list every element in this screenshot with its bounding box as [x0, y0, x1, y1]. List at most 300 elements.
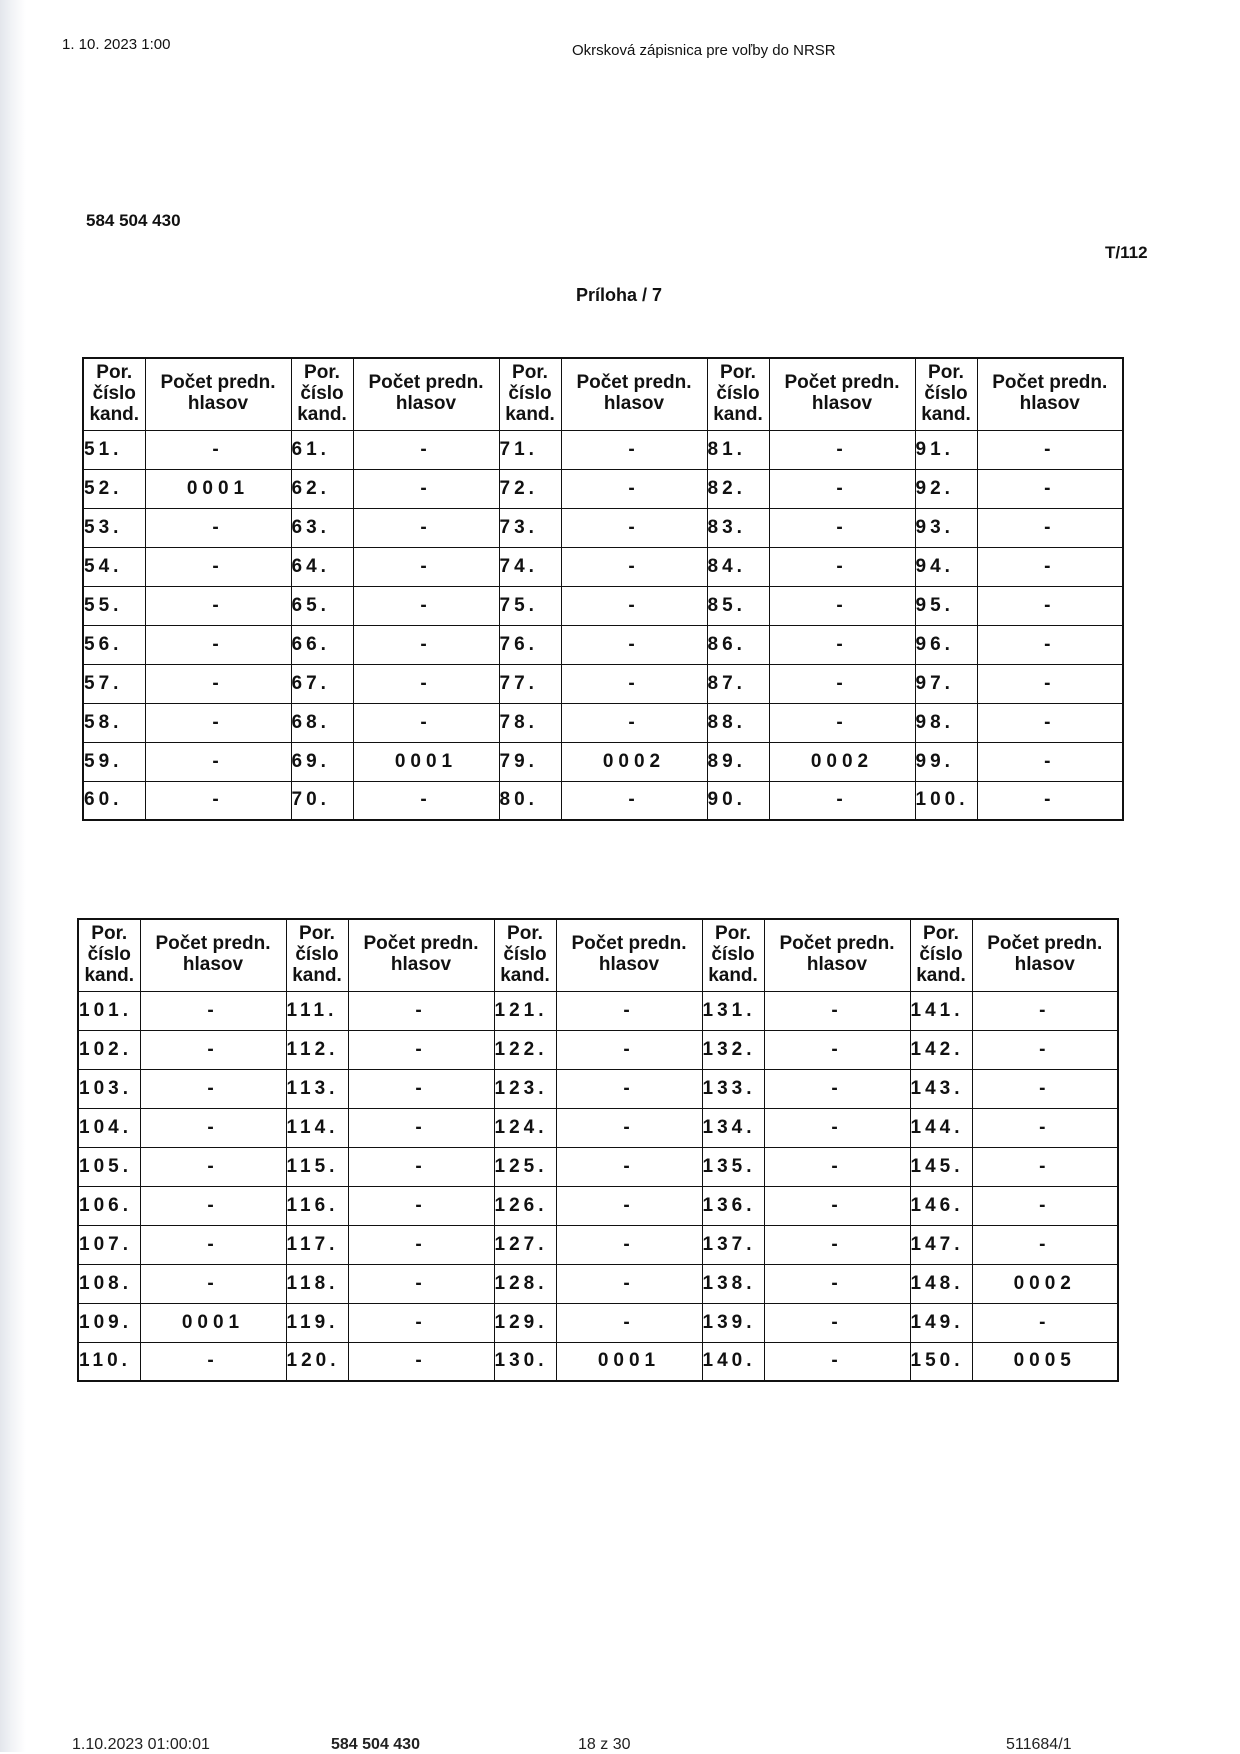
vote-count: - — [561, 508, 707, 547]
candidate-number: 94. — [915, 547, 977, 586]
vote-count: - — [353, 469, 499, 508]
table-row — [83, 742, 1123, 781]
vote-count: - — [145, 781, 291, 820]
candidate-number: 77. — [499, 664, 561, 703]
candidate-number: 128. — [494, 1264, 556, 1303]
candidate-number: 68. — [291, 703, 353, 742]
vote-count: - — [561, 547, 707, 586]
vote-count: 0002 — [769, 742, 915, 781]
vote-count: - — [353, 430, 499, 469]
vote-count: - — [353, 781, 499, 820]
vote-count: - — [353, 508, 499, 547]
vote-count: - — [561, 625, 707, 664]
candidate-number: 89. — [707, 742, 769, 781]
header-line: Por. — [720, 361, 756, 383]
vote-count: 0001 — [145, 469, 291, 508]
candidate-number-header — [286, 919, 348, 991]
header-line: Por. — [512, 361, 548, 383]
header-line: hlasov — [395, 393, 457, 415]
table-row — [83, 625, 1123, 664]
vote-count: - — [769, 469, 915, 508]
header-line: Počet predn. — [987, 933, 1103, 955]
header-line: kand. — [292, 964, 342, 986]
vote-count: - — [556, 1147, 702, 1186]
candidate-number: 52. — [83, 469, 145, 508]
candidate-number: 120. — [286, 1342, 348, 1381]
header-line: číslo — [711, 943, 755, 965]
candidate-number: 63. — [291, 508, 353, 547]
candidate-number: 111. — [286, 991, 348, 1030]
table-row — [83, 703, 1123, 742]
header-line: kand. — [713, 403, 763, 425]
vote-count: - — [977, 586, 1123, 625]
header-line: kand. — [921, 403, 971, 425]
vote-count: - — [977, 430, 1123, 469]
vote-count: - — [556, 1303, 702, 1342]
vote-count: - — [764, 1147, 910, 1186]
vote-count: - — [764, 1264, 910, 1303]
table-row — [78, 1147, 1118, 1186]
header-line: číslo — [924, 382, 968, 404]
candidate-number-header — [83, 358, 145, 430]
table-row — [83, 469, 1123, 508]
vote-count: - — [348, 1225, 494, 1264]
candidate-number: 109. — [78, 1303, 140, 1342]
header-line: Počet predn. — [784, 372, 900, 394]
candidate-number: 138. — [702, 1264, 764, 1303]
candidate-number: 54. — [83, 547, 145, 586]
candidate-number: 81. — [707, 430, 769, 469]
candidate-number: 104. — [78, 1108, 140, 1147]
vote-count: - — [764, 991, 910, 1030]
header-line: hlasov — [390, 954, 452, 976]
header-line: kand. — [297, 403, 347, 425]
candidate-number: 82. — [707, 469, 769, 508]
candidate-number: 86. — [707, 625, 769, 664]
table-row — [78, 1069, 1118, 1108]
candidate-number: 101. — [78, 991, 140, 1030]
vote-count: 0005 — [972, 1342, 1118, 1381]
vote-count: - — [348, 1147, 494, 1186]
candidate-number-header — [910, 919, 972, 991]
candidate-number: 87. — [707, 664, 769, 703]
candidate-number: 74. — [499, 547, 561, 586]
candidate-number-header — [291, 358, 353, 430]
preferential-votes-header — [140, 919, 286, 991]
vote-count: - — [769, 664, 915, 703]
vote-count: - — [769, 430, 915, 469]
votes-table-2 — [77, 918, 1119, 1382]
candidate-number: 75. — [499, 586, 561, 625]
vote-count: - — [972, 1186, 1118, 1225]
candidate-number: 112. — [286, 1030, 348, 1069]
vote-count: 0001 — [140, 1303, 286, 1342]
vote-count: - — [977, 508, 1123, 547]
candidate-number: 127. — [494, 1225, 556, 1264]
vote-count: - — [972, 1303, 1118, 1342]
vote-count: - — [764, 1303, 910, 1342]
vote-count: - — [140, 1108, 286, 1147]
header-line: Por. — [507, 922, 543, 944]
vote-count: - — [561, 781, 707, 820]
table-row — [83, 547, 1123, 586]
vote-count: 0002 — [561, 742, 707, 781]
header-line: Por. — [96, 361, 133, 383]
vote-count: - — [140, 1147, 286, 1186]
vote-count: - — [972, 1225, 1118, 1264]
candidate-number: 114. — [286, 1108, 348, 1147]
candidate-number: 125. — [494, 1147, 556, 1186]
candidate-number: 95. — [915, 586, 977, 625]
vote-count: - — [769, 625, 915, 664]
candidate-number: 79. — [499, 742, 561, 781]
candidate-number: 123. — [494, 1069, 556, 1108]
candidate-number: 100. — [915, 781, 977, 820]
header-line: hlasov — [1014, 954, 1075, 976]
preferential-votes-header — [145, 358, 291, 430]
header-line: číslo — [300, 382, 344, 404]
candidate-number: 146. — [910, 1186, 972, 1225]
vote-count: - — [561, 430, 707, 469]
vote-count: - — [556, 1108, 702, 1147]
header-line: hlasov — [603, 393, 665, 415]
vote-count: - — [977, 703, 1123, 742]
form-code: T/112 — [1105, 243, 1148, 262]
header-line: hlasov — [806, 954, 868, 976]
table-row — [78, 1264, 1118, 1303]
candidate-number: 97. — [915, 664, 977, 703]
candidate-number: 121. — [494, 991, 556, 1030]
vote-count: - — [348, 1303, 494, 1342]
vote-count: - — [977, 547, 1123, 586]
candidate-number: 136. — [702, 1186, 764, 1225]
candidate-number: 132. — [702, 1030, 764, 1069]
table-row — [83, 664, 1123, 703]
vote-count: - — [145, 547, 291, 586]
candidate-number: 126. — [494, 1186, 556, 1225]
table-row — [78, 1108, 1118, 1147]
preferential-votes-header — [561, 358, 707, 430]
vote-count: - — [353, 664, 499, 703]
header-line: číslo — [716, 382, 760, 404]
preferential-votes-header — [972, 919, 1118, 991]
candidate-number: 96. — [915, 625, 977, 664]
candidate-number-header — [702, 919, 764, 991]
candidate-number: 72. — [499, 469, 561, 508]
candidate-number: 110. — [78, 1342, 140, 1381]
vote-count: - — [353, 586, 499, 625]
vote-count: - — [977, 625, 1123, 664]
vote-count: - — [972, 1030, 1118, 1069]
candidate-number-header — [78, 919, 140, 991]
vote-count: - — [764, 1108, 910, 1147]
vote-count: - — [353, 625, 499, 664]
header-line: kand. — [89, 403, 140, 425]
header-title: Okrsková zápisnica pre voľby do NRSR — [572, 42, 836, 59]
header-line: Počet predn. — [155, 933, 271, 955]
vote-count: - — [140, 991, 286, 1030]
candidate-number: 76. — [499, 625, 561, 664]
preferential-votes-header — [348, 919, 494, 991]
footer-code: 511684/1 — [1006, 1736, 1072, 1753]
preferential-votes-header — [764, 919, 910, 991]
candidate-number-header — [499, 358, 561, 430]
table-row — [83, 508, 1123, 547]
candidate-number: 62. — [291, 469, 353, 508]
candidate-number: 139. — [702, 1303, 764, 1342]
candidate-number: 143. — [910, 1069, 972, 1108]
candidate-number-header — [915, 358, 977, 430]
candidate-number: 51. — [83, 430, 145, 469]
table-row — [83, 586, 1123, 625]
vote-count: - — [561, 703, 707, 742]
candidate-number: 129. — [494, 1303, 556, 1342]
vote-count: - — [972, 1108, 1118, 1147]
table-row — [83, 430, 1123, 469]
candidate-number: 65. — [291, 586, 353, 625]
vote-count: - — [145, 703, 291, 742]
vote-count: - — [145, 586, 291, 625]
vote-count: - — [764, 1225, 910, 1264]
candidate-number: 149. — [910, 1303, 972, 1342]
candidate-number: 131. — [702, 991, 764, 1030]
candidate-number: 140. — [702, 1342, 764, 1381]
candidate-number: 133. — [702, 1069, 764, 1108]
vote-count: 0001 — [556, 1342, 702, 1381]
candidate-number: 60. — [83, 781, 145, 820]
vote-count: - — [972, 1069, 1118, 1108]
vote-count: - — [145, 742, 291, 781]
candidate-number: 57. — [83, 664, 145, 703]
vote-count: - — [764, 1342, 910, 1381]
candidate-number: 64. — [291, 547, 353, 586]
vote-count: - — [764, 1186, 910, 1225]
header-line: hlasov — [811, 393, 873, 415]
vote-count: - — [348, 991, 494, 1030]
vote-count: - — [977, 742, 1123, 781]
scan-edge-shading — [0, 0, 26, 1752]
vote-count: - — [348, 1069, 494, 1108]
table-row — [78, 1186, 1118, 1225]
header-line: číslo — [295, 943, 339, 965]
vote-count: - — [348, 1342, 494, 1381]
candidate-number: 93. — [915, 508, 977, 547]
header-line: Por. — [91, 922, 128, 944]
header-datetime: 1. 10. 2023 1:00 — [62, 36, 171, 53]
candidate-number: 117. — [286, 1225, 348, 1264]
candidate-number: 98. — [915, 703, 977, 742]
candidate-number: 105. — [78, 1147, 140, 1186]
header-line: číslo — [919, 943, 963, 965]
preferential-votes-header — [353, 358, 499, 430]
candidate-number: 142. — [910, 1030, 972, 1069]
header-line: Por. — [304, 361, 340, 383]
vote-count: - — [145, 625, 291, 664]
vote-count: - — [561, 586, 707, 625]
candidate-number: 56. — [83, 625, 145, 664]
footer-document-id: 584 504 430 — [331, 1736, 420, 1753]
header-row — [78, 919, 1118, 991]
vote-count: - — [556, 1186, 702, 1225]
vote-count: - — [348, 1264, 494, 1303]
candidate-number: 73. — [499, 508, 561, 547]
candidate-number-header — [494, 919, 556, 991]
candidate-number: 92. — [915, 469, 977, 508]
vote-count: - — [145, 430, 291, 469]
candidate-number: 122. — [494, 1030, 556, 1069]
candidate-number-header — [707, 358, 769, 430]
candidate-number: 107. — [78, 1225, 140, 1264]
vote-count: - — [145, 508, 291, 547]
vote-count: - — [556, 1264, 702, 1303]
header-line: Počet predn. — [571, 933, 687, 955]
vote-count: - — [561, 469, 707, 508]
header-line: hlasov — [598, 954, 660, 976]
vote-count: 0001 — [353, 742, 499, 781]
header-line: Počet predn. — [576, 372, 692, 394]
candidate-number: 84. — [707, 547, 769, 586]
candidate-number: 106. — [78, 1186, 140, 1225]
candidate-number: 53. — [83, 508, 145, 547]
candidate-number: 134. — [702, 1108, 764, 1147]
candidate-number: 61. — [291, 430, 353, 469]
candidate-number: 130. — [494, 1342, 556, 1381]
header-line: číslo — [503, 943, 547, 965]
candidate-number: 71. — [499, 430, 561, 469]
candidate-number: 124. — [494, 1108, 556, 1147]
candidate-number: 58. — [83, 703, 145, 742]
header-line: kand. — [500, 964, 550, 986]
candidate-number: 148. — [910, 1264, 972, 1303]
vote-count: - — [556, 991, 702, 1030]
candidate-number: 78. — [499, 703, 561, 742]
candidate-number: 103. — [78, 1069, 140, 1108]
vote-count: - — [977, 664, 1123, 703]
table-row — [83, 781, 1123, 820]
header-line: kand. — [916, 964, 966, 986]
candidate-number: 102. — [78, 1030, 140, 1069]
header-line: číslo — [87, 943, 131, 965]
header-line: Počet predn. — [363, 933, 479, 955]
vote-count: - — [140, 1342, 286, 1381]
preferential-votes-header — [769, 358, 915, 430]
candidate-number: 150. — [910, 1342, 972, 1381]
vote-count: - — [977, 781, 1123, 820]
vote-count: - — [140, 1225, 286, 1264]
vote-count: - — [348, 1108, 494, 1147]
vote-count: - — [140, 1186, 286, 1225]
header-row — [83, 358, 1123, 430]
header-line: hlasov — [182, 954, 244, 976]
candidate-number: 116. — [286, 1186, 348, 1225]
candidate-number: 137. — [702, 1225, 764, 1264]
candidate-number: 119. — [286, 1303, 348, 1342]
header-line: hlasov — [187, 393, 249, 415]
vote-count: - — [977, 469, 1123, 508]
candidate-number: 55. — [83, 586, 145, 625]
vote-count: 0002 — [972, 1264, 1118, 1303]
candidate-number: 59. — [83, 742, 145, 781]
candidate-number: 145. — [910, 1147, 972, 1186]
header-line: Por. — [928, 361, 964, 383]
header-line: Por. — [715, 922, 751, 944]
candidate-number: 90. — [707, 781, 769, 820]
vote-count: - — [769, 547, 915, 586]
vote-count: - — [764, 1030, 910, 1069]
votes-table-1 — [82, 357, 1124, 821]
candidate-number: 66. — [291, 625, 353, 664]
candidate-number: 67. — [291, 664, 353, 703]
candidate-number: 115. — [286, 1147, 348, 1186]
preferential-votes-header — [977, 358, 1123, 430]
candidate-number: 85. — [707, 586, 769, 625]
header-line: Počet predn. — [779, 933, 895, 955]
candidate-number: 118. — [286, 1264, 348, 1303]
table-row — [78, 1225, 1118, 1264]
vote-count: - — [556, 1225, 702, 1264]
candidate-number: 144. — [910, 1108, 972, 1147]
vote-count: - — [353, 703, 499, 742]
candidate-number: 70. — [291, 781, 353, 820]
header-line: kand. — [505, 403, 555, 425]
candidate-number: 88. — [707, 703, 769, 742]
vote-count: - — [556, 1030, 702, 1069]
candidate-number: 99. — [915, 742, 977, 781]
footer-datetime: 1.10.2023 01:00:01 — [72, 1736, 210, 1753]
header-line: kand. — [84, 964, 135, 986]
page-footer — [0, 1736, 1240, 1752]
vote-count: - — [769, 781, 915, 820]
header-line: kand. — [708, 964, 758, 986]
candidate-number: 83. — [707, 508, 769, 547]
candidate-number: 91. — [915, 430, 977, 469]
header-line: číslo — [92, 382, 136, 404]
vote-count: - — [145, 664, 291, 703]
vote-count: - — [769, 703, 915, 742]
header-line: Por. — [923, 922, 959, 944]
candidate-number: 108. — [78, 1264, 140, 1303]
vote-count: - — [769, 508, 915, 547]
vote-count: - — [561, 664, 707, 703]
header-line: Por. — [299, 922, 335, 944]
vote-count: - — [348, 1186, 494, 1225]
vote-count: - — [556, 1069, 702, 1108]
preferential-votes-header — [556, 919, 702, 991]
candidate-number: 69. — [291, 742, 353, 781]
vote-count: - — [140, 1030, 286, 1069]
document-id: 584 504 430 — [86, 211, 181, 230]
table-row — [78, 1303, 1118, 1342]
footer-page-number: 18 z 30 — [578, 1736, 631, 1753]
candidate-number: 135. — [702, 1147, 764, 1186]
header-line: Počet predn. — [160, 372, 276, 394]
candidate-number: 80. — [499, 781, 561, 820]
vote-count: - — [764, 1069, 910, 1108]
vote-count: - — [348, 1030, 494, 1069]
table-row — [78, 1342, 1118, 1381]
header-line: číslo — [508, 382, 552, 404]
header-line: hlasov — [1019, 393, 1080, 415]
table-row — [78, 1030, 1118, 1069]
candidate-number: 147. — [910, 1225, 972, 1264]
vote-count: - — [972, 991, 1118, 1030]
vote-count: - — [140, 1069, 286, 1108]
table-row — [78, 991, 1118, 1030]
candidate-number: 141. — [910, 991, 972, 1030]
vote-count: - — [353, 547, 499, 586]
vote-count: - — [972, 1147, 1118, 1186]
header-line: Počet predn. — [992, 372, 1108, 394]
